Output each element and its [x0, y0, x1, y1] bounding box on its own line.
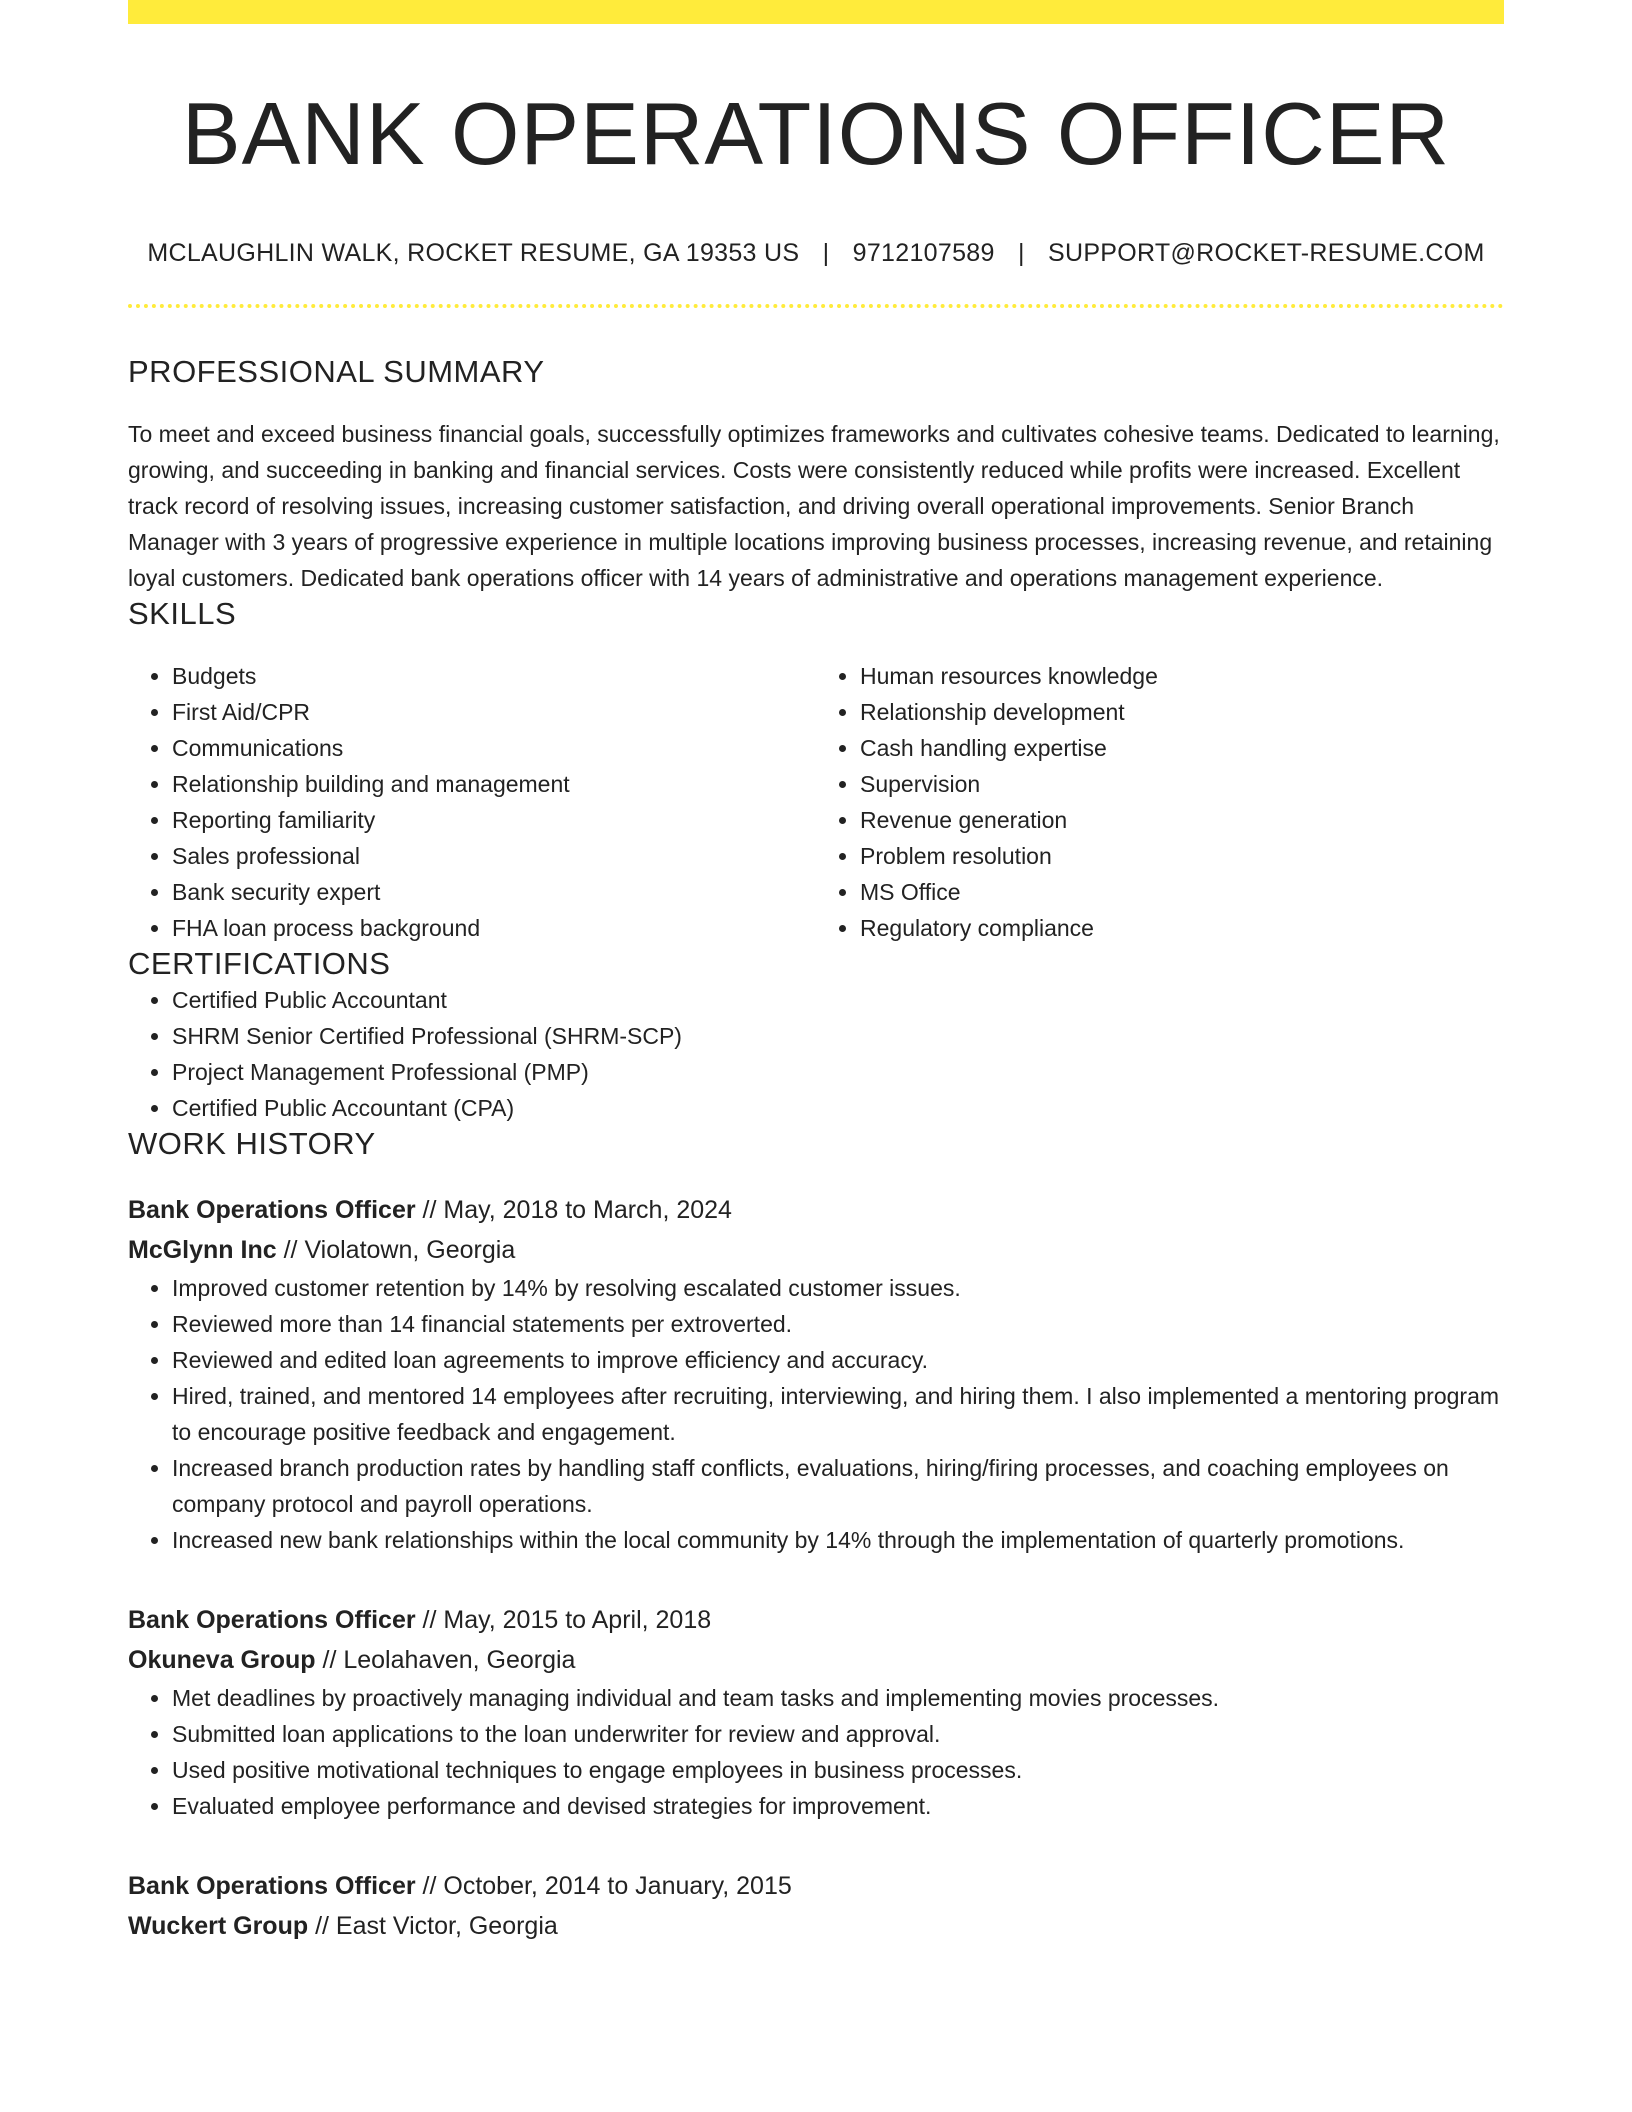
skill-item: • First Aid/CPR — [172, 694, 816, 730]
job-bullet: • Improved customer retention by 14% by resolving escalated customer issues. — [172, 1270, 1504, 1306]
skill-item: • Bank security expert — [172, 874, 816, 910]
job-bullet: • Increased new bank relationships within the local community by 14% through the implementation of quarterly promotions. — [172, 1522, 1504, 1558]
job-bullet: • Submitted loan applications to the loan underwriter for review and approval. — [172, 1716, 1504, 1752]
job-bullet: • Evaluated employee performance and devised strategies for improvement. — [172, 1788, 1504, 1824]
job-company: Wuckert Group — [128, 1911, 309, 1940]
job-position: Bank Operations Officer — [128, 1871, 416, 1900]
skill-item: • Cash handling expertise — [860, 730, 1504, 766]
job-entry — [128, 1600, 1504, 1824]
work-history-heading: WORK HISTORY — [128, 1125, 376, 1161]
contact-line — [128, 239, 1504, 268]
job-separator: // — [415, 1195, 444, 1224]
job-dates: May, 2018 to March, 2024 — [443, 1195, 732, 1224]
job-location: Leolahaven, Georgia — [343, 1645, 576, 1674]
resume-title: BANK OPERATIONS OFFICER — [181, 84, 1451, 183]
job-company-line — [128, 1230, 1504, 1270]
skill-item: • Relationship building and management — [172, 766, 816, 802]
skill-item: • Budgets — [172, 658, 816, 694]
job-bullet: • Hired, trained, and mentored 14 employees after recruiting, interviewing, and hiring them. I also implemented a mentoring program to encourage positive feedback and engagement. — [172, 1378, 1504, 1450]
contact-address: MCLAUGHLIN WALK, ROCKET RESUME, GA 19353 US — [147, 238, 800, 267]
job-separator: // — [315, 1645, 344, 1674]
job-company: McGlynn Inc — [128, 1235, 277, 1264]
job-separator: // — [415, 1871, 444, 1900]
skill-item: • Regulatory compliance — [860, 910, 1504, 946]
skill-item: • Supervision — [860, 766, 1504, 802]
job-entry — [128, 1190, 1504, 1558]
skill-item: • Relationship development — [860, 694, 1504, 730]
skill-item: • Human resources knowledge — [860, 658, 1504, 694]
contact-separator: | — [1017, 238, 1025, 267]
job-bullet-list — [128, 1680, 1504, 1824]
certification-item: • Project Management Professional (PMP) — [172, 1054, 1504, 1090]
resume-page — [128, 0, 1504, 1946]
skill-item: • MS Office — [860, 874, 1504, 910]
skills-column-left — [128, 658, 816, 946]
skill-item: • Reporting familiarity — [172, 802, 816, 838]
job-company: Okuneva Group — [128, 1645, 316, 1674]
summary-text: To meet and exceed business financial goals, successfully optimizes frameworks and cultivates cohesive teams. Dedicated to learning, growing, and succeeding in banking and financial services. Costs were consistently reduced while profits were increased. Excellent track record of resolving issues, increasing customer satisfaction, and driving overall operational improvements. Senior Branch Manager with 3 years of progressive experience in multiple locations improving business processes, increasing revenue, and retaining loyal customers. Dedicated bank operations officer with 14 years of administrative and operations management experience. — [128, 420, 1500, 591]
job-title-line — [128, 1866, 1504, 1906]
contact-separator: | — [822, 238, 830, 267]
certification-item: • SHRM Senior Certified Professional (SHRM-SCP) — [172, 1018, 1504, 1054]
certifications-heading: CERTIFICATIONS — [128, 945, 391, 981]
certifications-list — [128, 982, 1504, 1126]
job-dates: May, 2015 to April, 2018 — [443, 1605, 712, 1634]
contact-email: SUPPORT@ROCKET-RESUME.COM — [1047, 238, 1485, 267]
job-separator: // — [276, 1235, 305, 1264]
job-title-line — [128, 1190, 1504, 1230]
work-history-list — [128, 1190, 1504, 1946]
skills-grid — [128, 658, 1504, 946]
job-location: Violatown, Georgia — [304, 1235, 516, 1264]
skill-item: • Sales professional — [172, 838, 816, 874]
job-bullet: • Reviewed more than 14 financial statements per extroverted. — [172, 1306, 1504, 1342]
skills-heading: SKILLS — [128, 595, 237, 631]
skill-item: • FHA loan process background — [172, 910, 816, 946]
skill-item: • Communications — [172, 730, 816, 766]
skills-column-right — [816, 658, 1504, 946]
job-bullet: • Used positive motivational techniques to engage employees in business processes. — [172, 1752, 1504, 1788]
job-position: Bank Operations Officer — [128, 1195, 416, 1224]
skill-item: • Problem resolution — [860, 838, 1504, 874]
job-bullet: • Met deadlines by proactively managing individual and team tasks and implementing movies processes. — [172, 1680, 1504, 1716]
job-bullet: • Increased branch production rates by handling staff conflicts, evaluations, hiring/firing processes, and coaching employees on company protocol and payroll operations. — [172, 1450, 1504, 1522]
job-title-line — [128, 1600, 1504, 1640]
job-bullet-list — [128, 1270, 1504, 1558]
skills-list-left — [128, 658, 816, 946]
accent-top-bar — [128, 0, 1504, 24]
job-separator: // — [308, 1911, 336, 1940]
job-company-line — [128, 1640, 1504, 1680]
job-company-line — [128, 1906, 1504, 1946]
summary-heading: PROFESSIONAL SUMMARY — [128, 353, 545, 389]
skill-item: • Revenue generation — [860, 802, 1504, 838]
job-separator: // — [415, 1605, 444, 1634]
job-dates: October, 2014 to January, 2015 — [443, 1871, 792, 1900]
job-entry — [128, 1866, 1504, 1946]
job-bullet: • Reviewed and edited loan agreements to improve efficiency and accuracy. — [172, 1342, 1504, 1378]
job-position: Bank Operations Officer — [128, 1605, 416, 1634]
skills-list-right — [816, 658, 1504, 946]
job-location: East Victor, Georgia — [335, 1911, 558, 1940]
certification-item: • Certified Public Accountant (CPA) — [172, 1090, 1504, 1126]
dotted-divider — [128, 304, 1504, 308]
certification-item: • Certified Public Accountant — [172, 982, 1504, 1018]
contact-phone: 9712107589 — [852, 238, 995, 267]
